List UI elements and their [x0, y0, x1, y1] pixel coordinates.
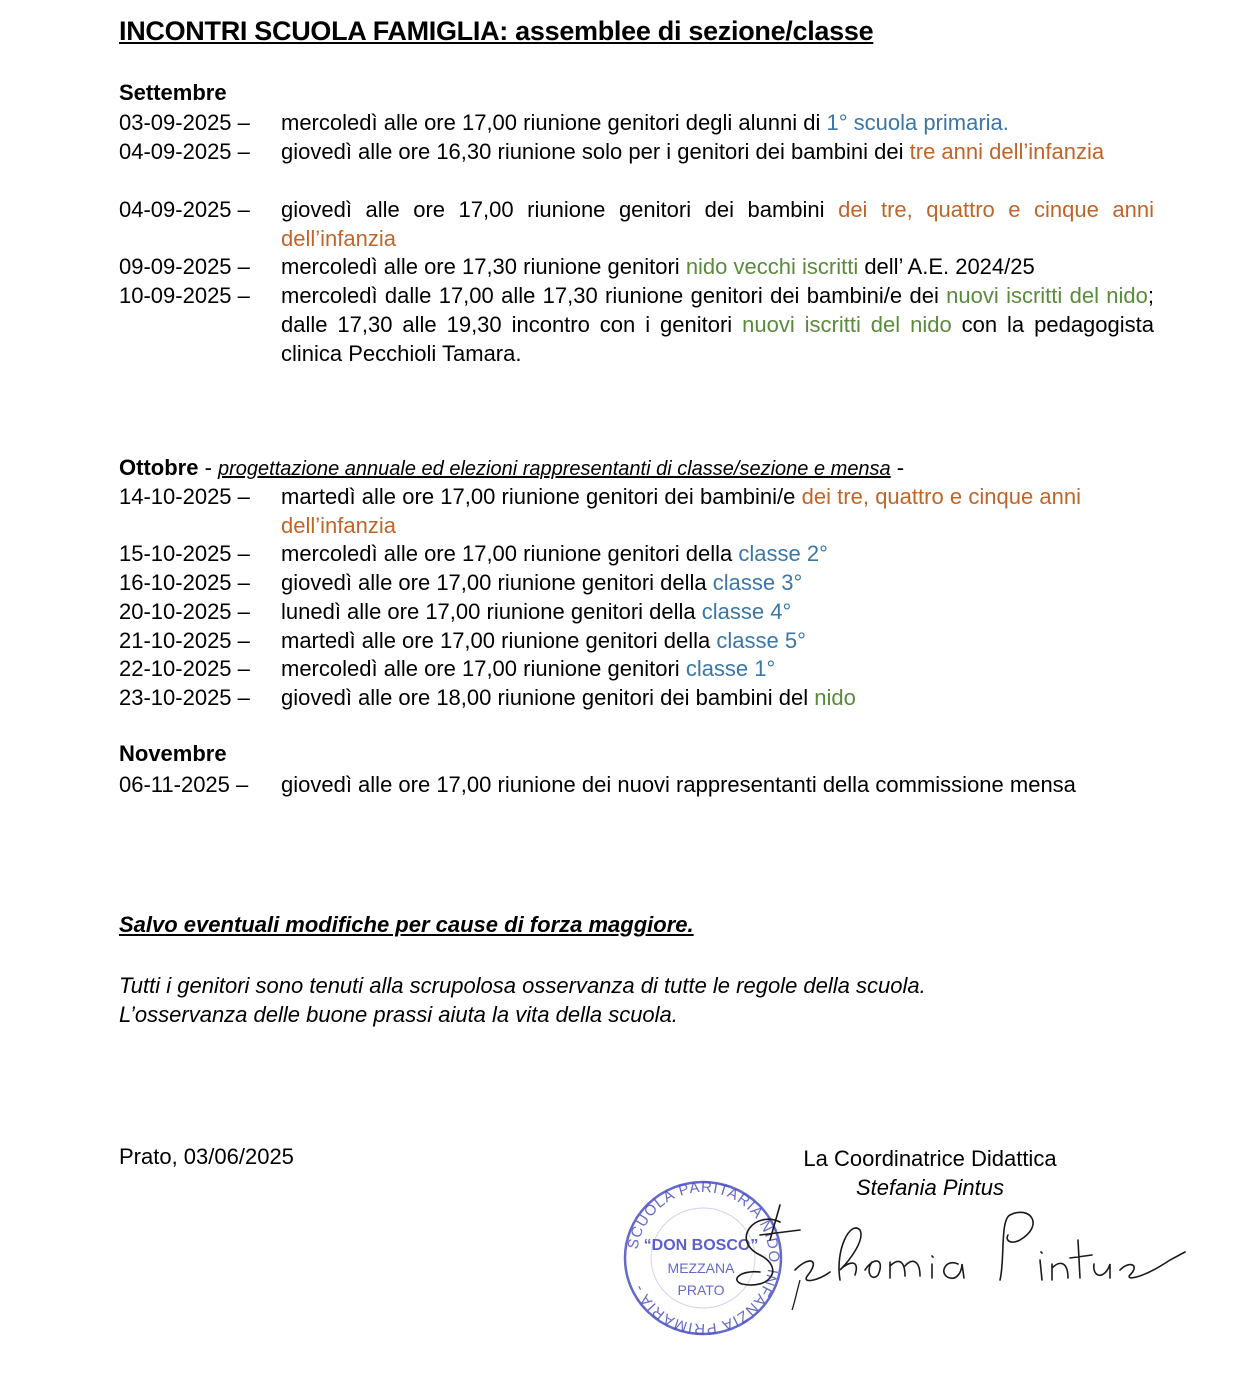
entry-date: 20-10-2025 –	[119, 599, 250, 624]
entry-date: 22-10-2025 –	[119, 656, 250, 681]
month-heading-ottobre	[119, 455, 904, 481]
entry-highlight: nuovi iscritti del nido	[946, 283, 1148, 308]
entry-highlight: dei tre, quattro e cinque anni dell’infanzia	[281, 484, 1081, 538]
month-note: progettazione annuale ed elezioni rappresentanti di classe/sezione e mensa	[218, 458, 891, 480]
entry-date: 04-09-2025 –	[119, 139, 250, 164]
entry-highlight: classe 4°	[701, 599, 792, 624]
entry-text: martedì alle ore 17,00 riunione genitori della	[281, 628, 717, 653]
entry-text: giovedì alle ore 17,00 riunione dei nuovi rappresentanti della commissione mensa	[281, 772, 1076, 797]
svg-text:PRATO: PRATO	[677, 1282, 725, 1298]
month-dash: -	[198, 455, 219, 480]
entry-date: 03-09-2025 –	[119, 110, 250, 135]
entry-date: 21-10-2025 –	[119, 628, 250, 653]
entry-text: giovedì alle ore 16,30 riunione solo per i genitori dei bambini dei	[281, 139, 910, 164]
month-dash: -	[890, 455, 905, 480]
schedule-entry	[119, 195, 1154, 253]
svg-text:MEZZANA: MEZZANA	[667, 1260, 735, 1276]
svg-text:“DON BOSCO”: “DON BOSCO”	[643, 1237, 759, 1254]
entry-text: lunedì alle ore 17,00 riunione genitori della	[281, 599, 702, 624]
entry-highlight: classe 5°	[716, 628, 806, 653]
rules-paragraph	[119, 971, 926, 1029]
schedule-entry	[119, 482, 1154, 540]
entry-highlight: classe 3°	[712, 570, 803, 595]
entry-highlight: classe 1°	[685, 656, 776, 681]
document-title: INCONTRI SCUOLA FAMIGLIA: assemblee di sezione/classe	[119, 16, 874, 46]
entry-text: mercoledì alle ore 17,00 riunione genitori della	[281, 541, 739, 566]
place-date: Prato, 03/06/2025	[119, 1144, 294, 1169]
signer-role: La Coordinatrice Didattica	[803, 1146, 1057, 1171]
entry-date: 16-10-2025 –	[119, 570, 250, 595]
schedule-entry	[119, 683, 1154, 712]
entry-date: 09-09-2025 –	[119, 254, 250, 279]
month-heading-novembre: Novembre	[119, 741, 227, 766]
entry-date: 06-11-2025 –	[119, 772, 249, 797]
signer-name: Stefania Pintus	[856, 1175, 1004, 1200]
schedule-entry	[119, 281, 1154, 368]
entry-text: mercoledì alle ore 17,30 riunione genitori	[281, 254, 686, 279]
entry-date: 10-09-2025 –	[119, 283, 250, 308]
entry-highlight: 1° scuola primaria.	[826, 110, 1009, 135]
schedule-entry	[119, 108, 1154, 137]
entry-date: 15-10-2025 –	[119, 541, 250, 566]
signer-block	[760, 1144, 1100, 1202]
rules-line: Tutti i genitori sono tenuti alla scrupolosa osservanza di tutte le regole della scuola.	[119, 973, 926, 998]
schedule-entry	[119, 597, 1154, 626]
entry-text: mercoledì alle ore 17,00 riunione genitori degli alunni di	[281, 110, 827, 135]
schedule-entry	[119, 137, 1154, 166]
entry-text: mercoledì alle ore 17,00 riunione genitori	[281, 656, 686, 681]
handwritten-signature-icon	[700, 1200, 1190, 1310]
schedule-entry	[119, 252, 1154, 281]
entry-text: con la pedagogista clinica Pecchioli Tamara.	[281, 312, 1154, 366]
entry-date: 14-10-2025 –	[119, 484, 250, 509]
month-heading-settembre: Settembre	[119, 80, 227, 105]
schedule-entry	[119, 626, 1154, 655]
entry-highlight: nuovi iscritti del nido	[742, 312, 952, 337]
entry-date: 23-10-2025 –	[119, 685, 250, 710]
svg-text:SCUOLA PARITARIA NIDO INFANZIA: SCUOLA PARITARIA NIDO INFANZIA PRIMARIA -	[624, 1178, 783, 1338]
schedule-entry	[119, 770, 1154, 799]
entry-highlight: classe 2°	[738, 541, 828, 566]
entry-text: martedì alle ore 17,00 riunione genitori dei bambini/e	[281, 484, 802, 509]
entry-highlight: tre anni dell’infanzia	[909, 139, 1105, 164]
entry-text: giovedì alle ore 17,00 riunione genitori dei bambini	[281, 197, 839, 222]
entry-date: 04-09-2025 –	[119, 197, 250, 222]
entry-text: mercoledì dalle 17,00 alle 17,30 riunione genitori dei bambini/e dei	[281, 283, 947, 308]
schedule-entry	[119, 568, 1154, 597]
disclaimer-note: Salvo eventuali modifiche per cause di forza maggiore.	[119, 912, 694, 937]
schedule-entry	[119, 539, 1154, 568]
entry-text: giovedì alle ore 18,00 riunione genitori dei bambini del	[281, 685, 815, 710]
entry-text: giovedì alle ore 17,00 riunione genitori della	[281, 570, 713, 595]
entry-highlight: nido vecchi iscritti	[685, 254, 859, 279]
entry-text: ; dalle 17,30 alle 19,30 incontro con i genitori	[281, 283, 1154, 337]
rules-line: L’osservanza delle buone prassi aiuta la vita della scuola.	[119, 1002, 678, 1027]
entry-highlight: nido	[814, 685, 856, 710]
month-name: Ottobre	[119, 455, 199, 480]
entry-highlight: dei tre, quattro e cinque anni dell’infanzia	[281, 197, 1154, 251]
entry-text: dell’ A.E. 2024/25	[858, 254, 1035, 279]
schedule-entry	[119, 654, 1154, 683]
